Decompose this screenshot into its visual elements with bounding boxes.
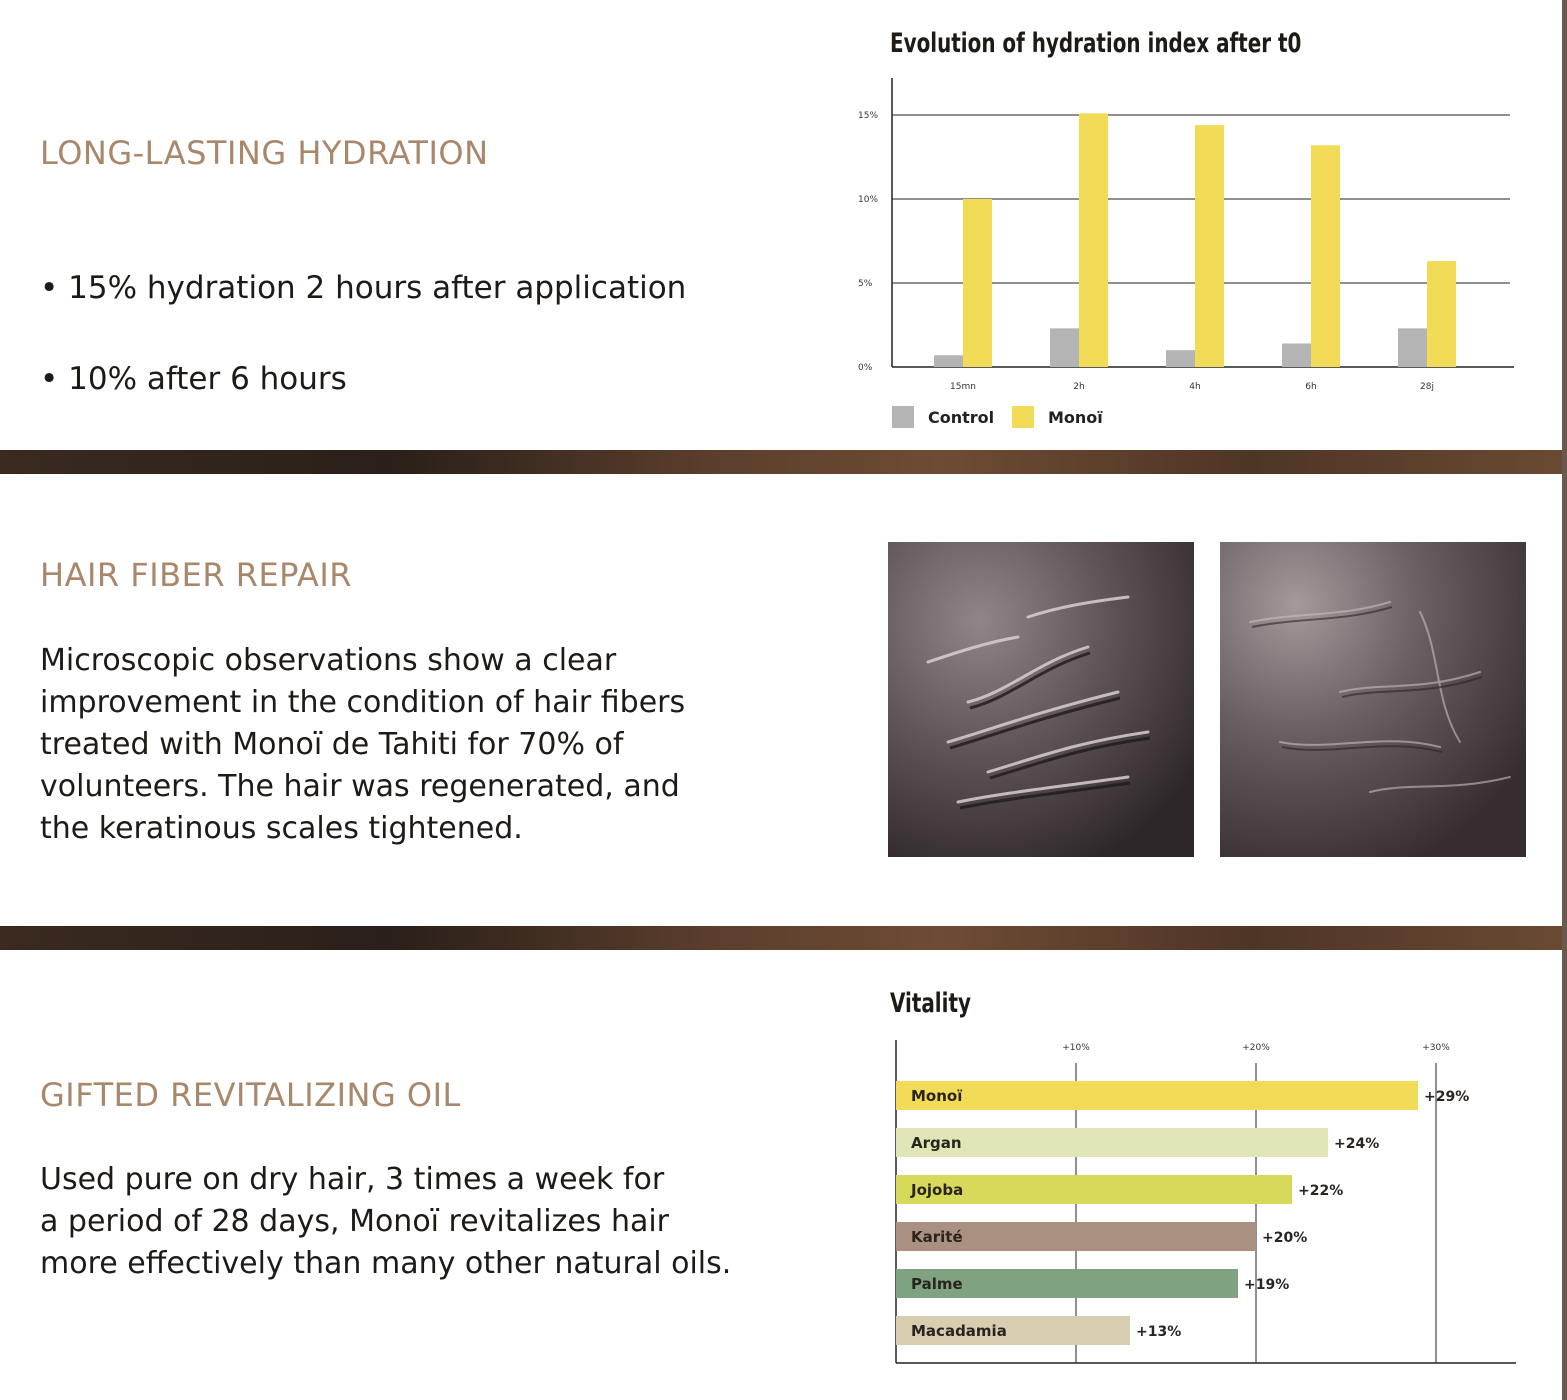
bar-category-label: Palme <box>911 1275 963 1293</box>
legend-swatch <box>1012 406 1034 428</box>
monoi-bar <box>1195 125 1224 367</box>
vitality-chart-title: Vitality <box>890 988 971 1019</box>
untreated-hair-fiber-image <box>888 542 1194 857</box>
hydration-heading: LONG-LASTING HYDRATION <box>40 134 489 172</box>
x-tick-label: 2h <box>1073 382 1085 392</box>
bar-value-label: +29% <box>1424 1089 1470 1105</box>
hydration-bullets <box>40 222 686 446</box>
bar-category-label: Jojoba <box>911 1181 964 1199</box>
vitality-body: Used pure on dry hair, 3 times a week for a period of 28 days, Monoï revitalizes hair more effectively than many other natural oils. <box>40 1162 732 1281</box>
bar-category-label: Argan <box>911 1134 962 1152</box>
control-bar <box>1166 350 1195 367</box>
control-bar <box>1050 328 1079 367</box>
bullet-item: • 10% after 6 hours <box>40 361 347 397</box>
vitality-chart <box>850 950 1530 1400</box>
hydration-section <box>0 0 1567 450</box>
y-tick-label: 5% <box>858 279 873 289</box>
bar-value-label: +22% <box>1298 1183 1344 1199</box>
page-edge <box>1562 0 1567 1400</box>
bar-value-label: +20% <box>1262 1230 1308 1246</box>
x-tick-label: +20% <box>1242 1043 1270 1053</box>
vitality-heading: GIFTED REVITALIZING OIL <box>40 1076 461 1114</box>
repair-heading: HAIR FIBER REPAIR <box>40 556 352 594</box>
control-bar <box>1282 343 1311 367</box>
x-tick-label: +10% <box>1062 1043 1090 1053</box>
legend-label: Monoï <box>1048 408 1103 427</box>
section-divider <box>0 450 1567 474</box>
y-tick-label: 15% <box>858 111 879 121</box>
bullet-item: • 15% hydration 2 hours after application <box>40 270 687 306</box>
bar-value-label: +24% <box>1334 1136 1380 1152</box>
x-tick-label: 28j <box>1420 382 1434 392</box>
x-tick-label: 4h <box>1189 382 1201 392</box>
monoi-bar <box>1311 145 1340 367</box>
vitality-bar <box>896 1081 1418 1110</box>
monoi-bar <box>1079 113 1108 367</box>
hydration-chart <box>850 0 1530 450</box>
y-tick-label: 0% <box>858 363 873 373</box>
monoi-bar <box>1427 261 1456 367</box>
section-divider <box>0 926 1567 950</box>
x-tick-label: 6h <box>1305 382 1317 392</box>
hydration-chart-title: Evolution of hydration index after t0 <box>890 28 1302 59</box>
bar-value-label: +13% <box>1136 1324 1182 1340</box>
monoi-bar <box>963 199 992 367</box>
x-tick-label: +30% <box>1422 1043 1450 1053</box>
bar-category-label: Macadamia <box>911 1322 1007 1340</box>
control-bar <box>1398 328 1427 367</box>
control-bar <box>934 355 963 367</box>
vitality-section <box>0 950 1567 1400</box>
legend-swatch <box>892 406 914 428</box>
y-tick-label: 10% <box>858 195 879 205</box>
legend-label: Control <box>928 408 995 427</box>
bar-category-label: Karité <box>911 1228 963 1246</box>
x-tick-label: 15mn <box>950 382 976 392</box>
bar-value-label: +19% <box>1244 1277 1290 1293</box>
bar-category-label: Monoï <box>911 1087 963 1105</box>
repair-body: Microscopic observations show a clear improvement in the condition of hair fibers treated with Monoï de Tahiti for 70% of volunteers. The hair was regenerated, and the keratinous scales tightened. <box>40 643 686 846</box>
treated-hair-fiber-image <box>1220 542 1526 857</box>
